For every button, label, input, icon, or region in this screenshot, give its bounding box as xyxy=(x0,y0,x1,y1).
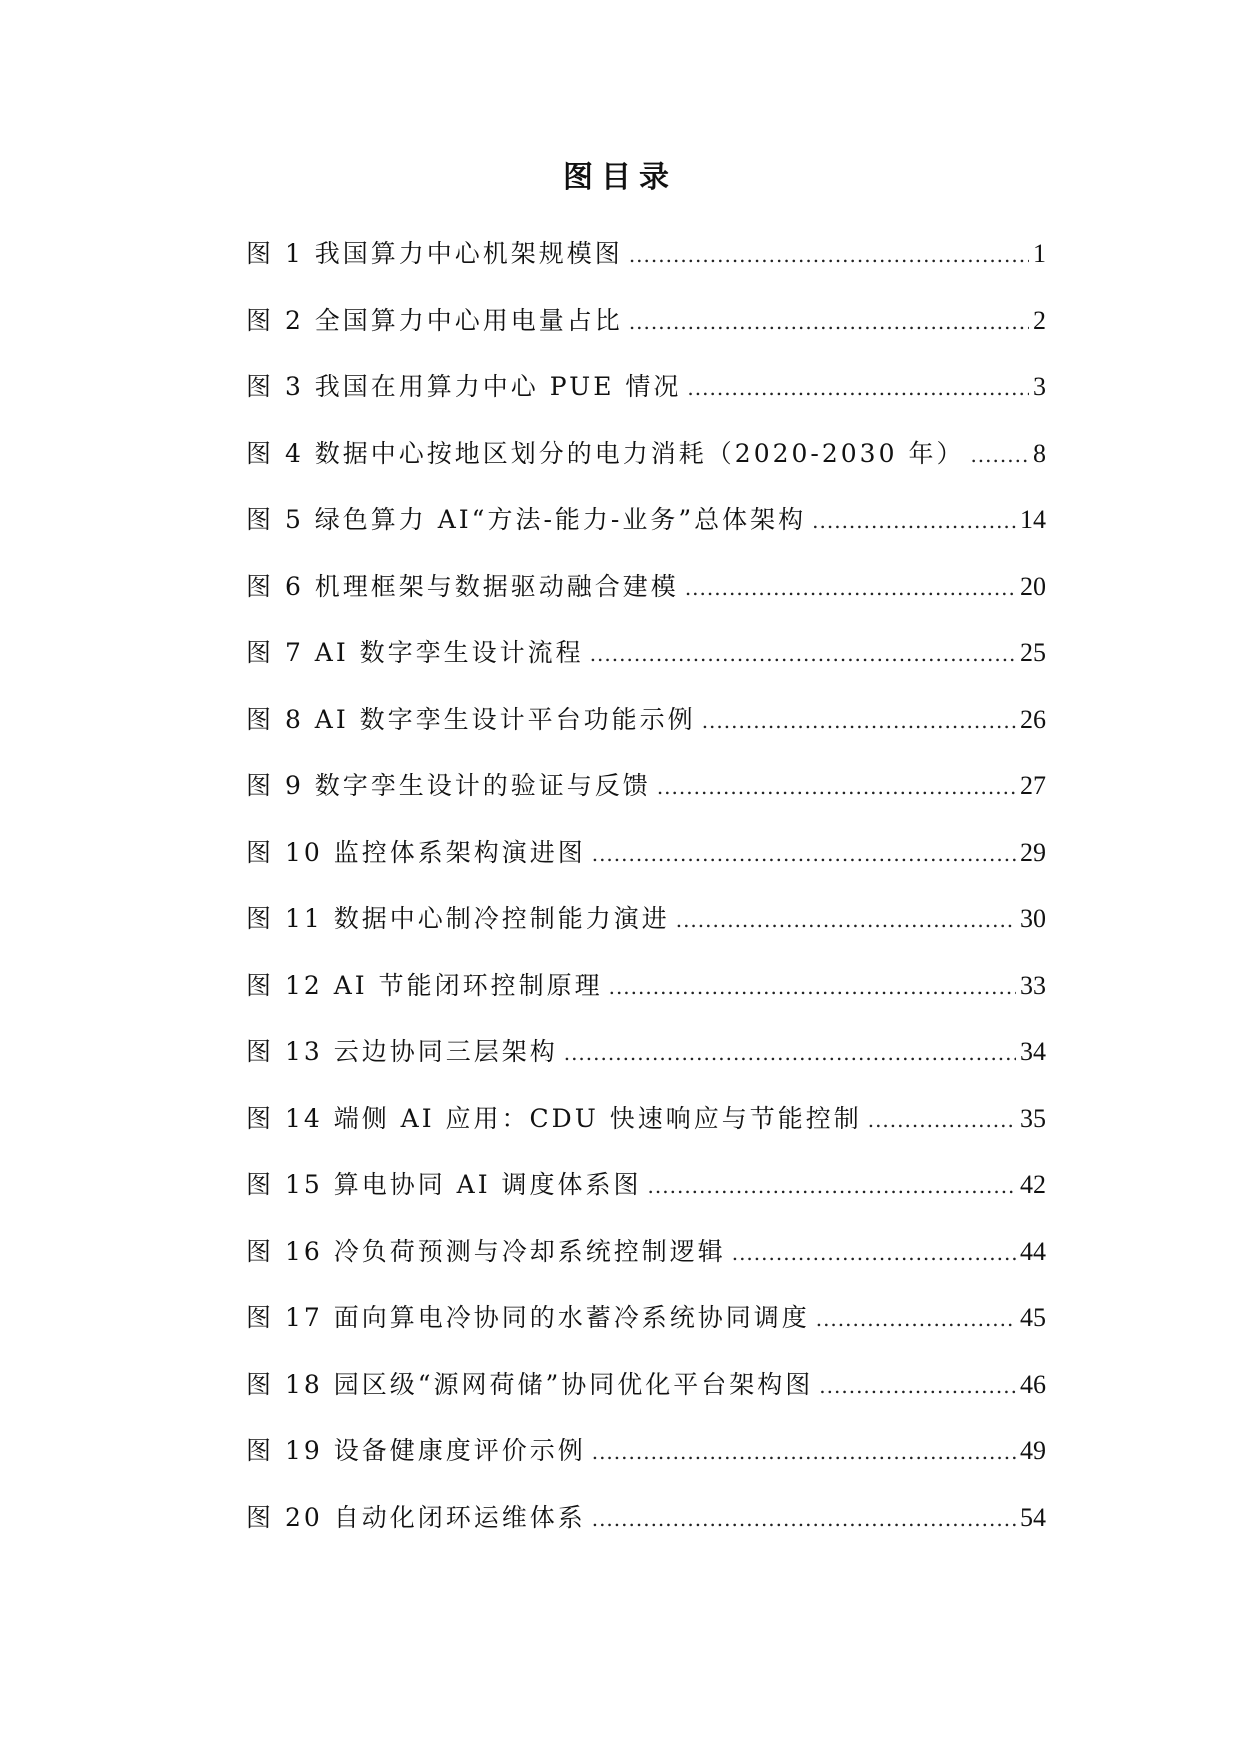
toc-entry[interactable] xyxy=(246,569,1046,636)
dot-leader xyxy=(687,370,1029,406)
page-number: 3 xyxy=(1033,372,1046,401)
dot-leader xyxy=(592,836,1016,872)
entry-label: 图 11 数据中心制冷控制能力演进 xyxy=(246,904,670,933)
entry-label: 图 19 设备健康度评价示例 xyxy=(246,1436,586,1465)
page-number: 14 xyxy=(1020,505,1046,534)
entry-label: 图 10 监控体系架构演进图 xyxy=(246,837,586,867)
page-number: 29 xyxy=(1020,837,1046,867)
toc-entry[interactable] xyxy=(246,768,1046,835)
dot-leader xyxy=(629,237,1029,273)
entry-label: 图 17 面向算电冷协同的水蓄冷系统协同调度 xyxy=(246,1303,810,1332)
entry-label: 图 4 数据中心按地区划分的电力消耗（2020-2030 年） xyxy=(246,438,965,468)
toc-entry[interactable] xyxy=(246,635,1046,702)
dot-leader xyxy=(685,570,1016,606)
entry-label: 图 18 园区级“源网荷储”协同优化平台架构图 xyxy=(246,1369,814,1399)
toc-entry[interactable] xyxy=(246,436,1046,503)
page-number: 20 xyxy=(1020,571,1046,601)
entry-label: 图 9 数字孪生设计的验证与反馈 xyxy=(246,771,651,800)
entry-label: 图 13 云边协同三层架构 xyxy=(246,1037,558,1066)
entry-label: 图 16 冷负荷预测与冷却系统控制逻辑 xyxy=(246,1236,726,1266)
entry-label: 图 15 算电协同 AI 调度体系图 xyxy=(246,1170,642,1199)
toc-entry[interactable] xyxy=(246,236,1046,303)
dot-leader xyxy=(812,503,1016,539)
page-number: 1 xyxy=(1033,239,1046,268)
dot-leader xyxy=(609,969,1016,1005)
toc-entry[interactable] xyxy=(246,901,1046,968)
entry-label: 图 20 自动化闭环运维体系 xyxy=(246,1502,586,1532)
dot-leader xyxy=(819,1368,1016,1404)
dot-leader xyxy=(816,1301,1016,1337)
entry-label: 图 6 机理框架与数据驱动融合建模 xyxy=(246,571,679,601)
toc-entry[interactable] xyxy=(246,303,1046,370)
entry-label: 图 8 AI 数字孪生设计平台功能示例 xyxy=(246,704,696,734)
entry-label: 图 3 我国在用算力中心 PUE 情况 xyxy=(246,372,682,401)
toc-entry[interactable] xyxy=(246,835,1046,902)
page-number: 44 xyxy=(1020,1236,1046,1266)
dot-leader xyxy=(592,1434,1016,1470)
dot-leader xyxy=(590,636,1016,672)
dot-leader xyxy=(676,902,1016,938)
page-number: 8 xyxy=(1033,438,1046,468)
entry-label: 图 5 绿色算力 AI“方法-能力-业务”总体架构 xyxy=(246,505,807,534)
toc-entry[interactable] xyxy=(246,369,1046,436)
entry-label: 图 1 我国算力中心机架规模图 xyxy=(246,239,623,268)
dot-leader xyxy=(657,769,1016,805)
page-title: 图目录 xyxy=(563,160,677,195)
dot-leader xyxy=(648,1168,1016,1204)
toc-entry[interactable] xyxy=(246,1300,1046,1367)
entry-label: 图 12 AI 节能闭环控制原理 xyxy=(246,970,603,1000)
page-number: 33 xyxy=(1020,970,1046,1000)
toc-entry[interactable] xyxy=(246,1234,1046,1301)
toc-entry[interactable] xyxy=(246,1034,1046,1101)
figure-list xyxy=(246,236,1046,1566)
toc-entry[interactable] xyxy=(246,502,1046,569)
dot-leader xyxy=(868,1102,1016,1138)
dot-leader xyxy=(629,304,1029,340)
toc-entry[interactable] xyxy=(246,1101,1046,1168)
page-number: 46 xyxy=(1020,1369,1046,1399)
dot-leader xyxy=(970,437,1029,473)
page-number: 30 xyxy=(1020,904,1046,933)
dot-leader xyxy=(732,1235,1016,1271)
page-number: 34 xyxy=(1020,1037,1046,1066)
page-number: 45 xyxy=(1020,1303,1046,1332)
page-number: 49 xyxy=(1020,1436,1046,1465)
page-number: 2 xyxy=(1033,305,1046,335)
page-number: 42 xyxy=(1020,1170,1046,1199)
toc-entry[interactable] xyxy=(246,1500,1046,1567)
entry-label: 图 14 端侧 AI 应用：CDU 快速响应与节能控制 xyxy=(246,1103,862,1133)
toc-entry[interactable] xyxy=(246,1367,1046,1434)
entry-label: 图 2 全国算力中心用电量占比 xyxy=(246,305,623,335)
dot-leader xyxy=(592,1501,1016,1537)
page-number: 27 xyxy=(1020,771,1046,800)
dot-leader xyxy=(564,1035,1016,1071)
page-number: 35 xyxy=(1020,1103,1046,1133)
toc-entry[interactable] xyxy=(246,1433,1046,1500)
entry-label: 图 7 AI 数字孪生设计流程 xyxy=(246,638,584,667)
toc-entry[interactable] xyxy=(246,1167,1046,1234)
toc-entry[interactable] xyxy=(246,968,1046,1035)
page-number: 26 xyxy=(1020,704,1046,734)
page-number: 54 xyxy=(1020,1502,1046,1532)
page-number: 25 xyxy=(1020,638,1046,667)
toc-entry[interactable] xyxy=(246,702,1046,769)
dot-leader xyxy=(702,703,1016,739)
